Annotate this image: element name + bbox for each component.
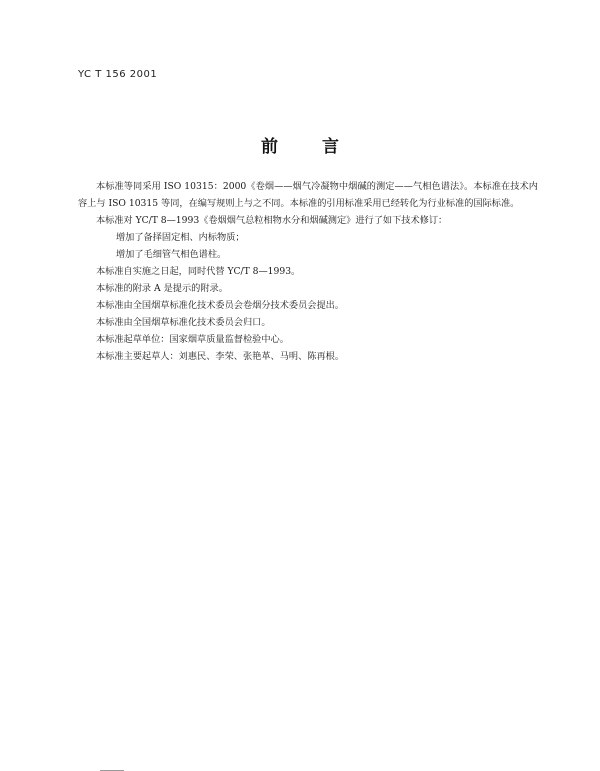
title-char-2: 言 <box>322 137 339 157</box>
revision-item-1: 增加了备择固定相、内标物质； <box>116 232 245 243</box>
title-char-1: 前 <box>261 137 278 157</box>
paragraph-adoption: 本标准等同采用 ISO 10315：2000《卷烟——烟气冷凝物中烟碱的测定——气相色谱法》。本标准在技术内容上与 ISO 10315 等同，在编写规则上与之不同。本标准的引用标准采用已经转化为行业标准的国际标准。 <box>78 181 538 209</box>
paragraph-annex: 本标准的附录 A 是提示的附录。 <box>96 283 228 294</box>
page-title <box>0 132 600 157</box>
paragraph-revision: 本标准对 YC/T 8—1993《卷烟烟气总粒相物水分和烟碱测定》进行了如下技术修订： <box>96 215 448 226</box>
paragraph-centralizer: 本标准由全国烟草标准化技术委员会归口。 <box>96 317 271 328</box>
revision-item-2: 增加了毛细管气相色谱柱。 <box>116 249 227 260</box>
standard-code: YC T 156 2001 <box>78 69 158 80</box>
paragraph-drafters: 本标准主要起草人：刘惠民、李荣、张艳革、马明、陈再根。 <box>96 351 345 362</box>
paragraph-drafting-unit: 本标准起草单位：国家烟草质量监督检验中心。 <box>96 334 289 345</box>
paragraph-replacement: 本标准自实施之日起，同时代替 YC/T 8—1993。 <box>96 266 301 277</box>
foreword-body <box>78 178 538 365</box>
paragraph-proposer: 本标准由全国烟草标准化技术委员会卷烟分技术委员会提出。 <box>96 300 345 311</box>
